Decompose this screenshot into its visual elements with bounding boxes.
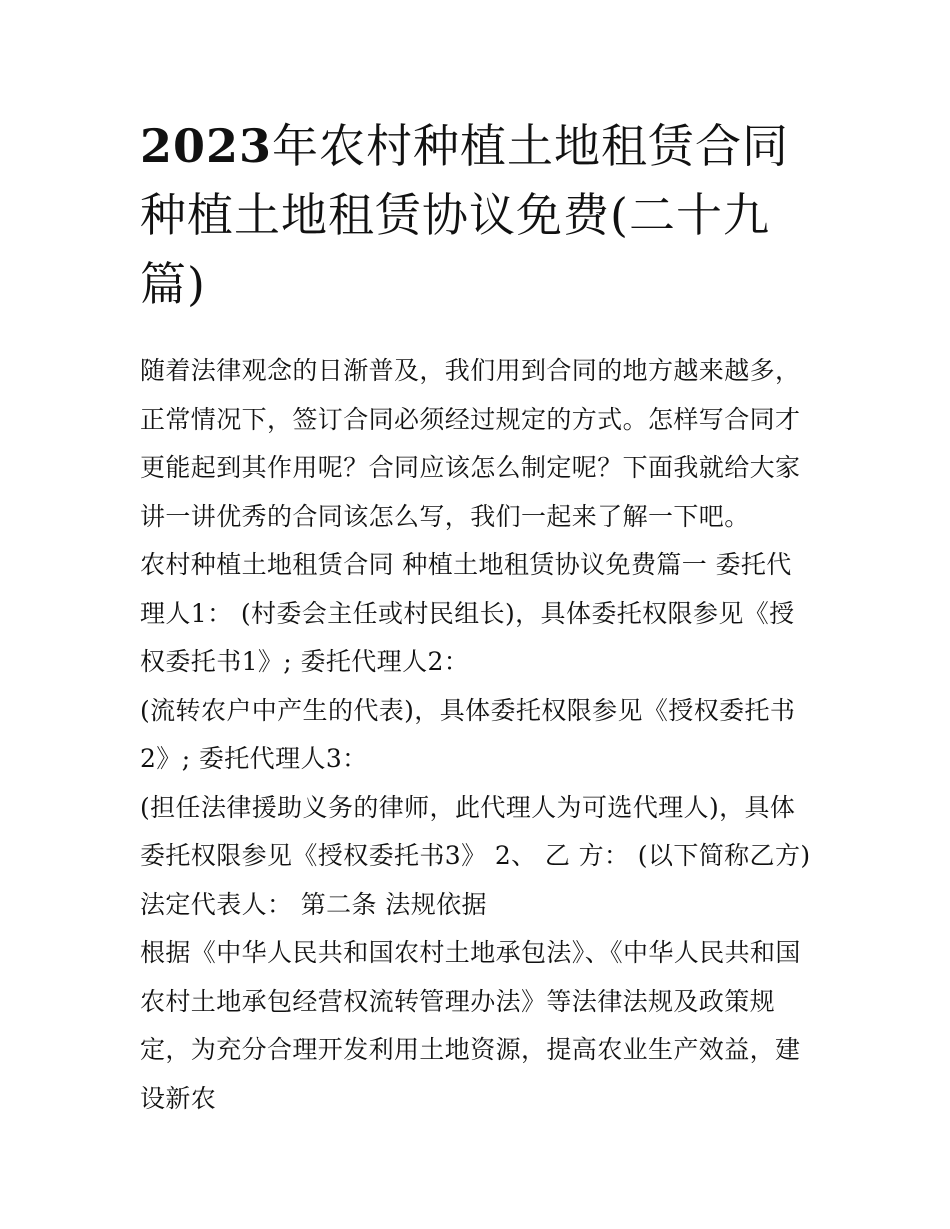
- paragraph-intro: 随着法律观念的日渐普及，我们用到合同的地方越来越多，正常情况下，签订合同必须经过规定的方式。怎样写合同才更能起到其作用呢？合同应该怎么制定呢？下面我就给大家讲一讲优秀的合同该怎么写，我们一起来了解一下吧。: [140, 356, 801, 531]
- document-title: [140, 112, 815, 319]
- document-content: [140, 112, 815, 1123]
- paragraph-agent-3: (担任法律援助义务的律师，此代理人为可选代理人)，具体委托权限参见《授权委托书3》 2、 乙 方： (以下简称乙方) 法定代表人： 第二条 法规依据: [140, 792, 811, 919]
- paragraph-legal-basis: 根据《中华人民共和国农村土地承包法》、《中华人民共和国农村土地承包经营权流转管理办法》等法律法规及政策规定，为充分合理开发利用土地资源，提高农业生产效益，建设新农: [140, 938, 801, 1113]
- document-body: [140, 347, 815, 1123]
- title-year: 2023: [140, 119, 273, 173]
- title-text: 年农村种植土地租赁合同种植土地租赁协议免费(二十九篇): [140, 119, 790, 311]
- paragraph-agent-2: (流转农户中产生的代表)，具体委托权限参见《授权委托书2》; 委托代理人3：: [140, 695, 796, 773]
- paragraph-agent-1: 农村种植土地租赁合同 种植土地租赁协议免费篇一 委托代理人1： (村委会主任或村民组长)，具体委托权限参见《授权委托书1》; 委托代理人2：: [140, 550, 795, 676]
